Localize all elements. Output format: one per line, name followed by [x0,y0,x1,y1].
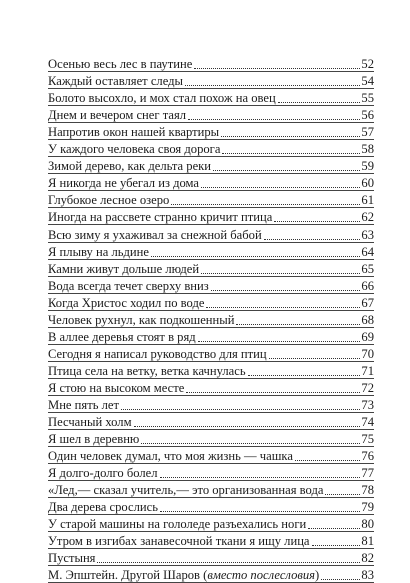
toc-entry [48,123,374,140]
toc-entry [48,566,374,583]
dot-leader [274,220,360,222]
toc-entry-title: У каждого человека своя дорога [48,142,221,157]
toc-entry [48,498,374,515]
toc-entry-page: 69 [361,329,374,344]
dot-leader [198,340,361,342]
toc-entry-title: Зимой дерево, как дельта реки [48,159,212,174]
toc-entry [48,106,374,123]
dot-leader [141,442,360,444]
toc-entry-title: Я стою на высоком месте [48,380,185,395]
toc-entry [48,362,374,379]
dot-leader [325,493,360,495]
toc-entry-page: 57 [361,125,374,140]
toc-entry-page: 68 [361,312,374,327]
dot-leader [160,510,360,512]
toc-entry [48,532,374,549]
toc-entry-page: 74 [361,415,374,430]
dot-leader [269,357,361,359]
toc-entry [48,157,374,174]
toc-entry [48,549,374,566]
table-of-contents [48,55,374,583]
dot-leader [211,289,361,291]
toc-entry-title: Мне пять лет [48,397,119,412]
dot-leader [188,118,360,120]
dot-leader [221,135,360,137]
toc-entry-page: 70 [361,346,374,361]
toc-entry-title: Пустыня [48,551,96,566]
toc-entry-title: «Лед,— сказал учитель,— это организованная вода [48,483,324,498]
dot-leader [312,544,361,546]
toc-entry-title: Я шел в деревню [48,432,140,447]
toc-entry [48,447,374,464]
toc-entry-page: 82 [361,551,374,566]
toc-entry [48,328,374,345]
toc-entry-page: 80 [361,517,374,532]
dot-leader [236,323,360,325]
toc-entry-title: Когда Христос ходил по воде [48,295,205,310]
toc-entry-title: М. Эпштейн. Другой Шаров (вместо послесловия) [48,568,320,583]
dot-leader [134,425,361,427]
afterword-note: вместо послесловия [207,568,315,583]
toc-entry [48,345,374,362]
dot-leader [213,169,360,171]
toc-entry-title: Днем и вечером снег таял [48,108,187,123]
toc-entry-page: 67 [361,295,374,310]
toc-entry-page: 56 [361,108,374,123]
toc-entry-title: Иногда на рассвете странно кричит птица [48,210,273,225]
toc-entry-title: Камни живут дольше людей [48,261,200,276]
toc-entry [48,379,374,396]
toc-entry [48,72,374,89]
toc-entry-page: 65 [361,261,374,276]
toc-entry-title: Напротив окон нашей квартиры [48,125,220,140]
toc-entry-page: 81 [361,534,374,549]
toc-entry-title: В аллее деревья стоят в ряд [48,329,196,344]
toc-entry-title: Сегодня я написал руководство для птиц [48,346,267,361]
toc-entry [48,225,374,242]
toc-entry [48,311,374,328]
dot-leader [308,527,360,529]
dot-leader [201,186,360,188]
dot-leader [321,578,360,580]
toc-entry-page: 75 [361,432,374,447]
dot-leader [278,101,361,103]
toc-entry-page: 72 [361,380,374,395]
dot-leader [171,203,360,205]
toc-entry-title: Осенью весь лес в паутине [48,57,193,72]
toc-entry [48,413,374,430]
toc-entry-page: 58 [361,142,374,157]
toc-entry-page: 60 [361,176,374,191]
toc-entry-page: 76 [361,449,374,464]
toc-entry-title: Вода всегда течет сверху вниз [48,278,209,293]
dot-leader [201,272,360,274]
toc-entry-page: 71 [361,363,374,378]
toc-entry-title: Два дерева срослись [48,500,158,515]
toc-entry-title: Я плыву на льдине [48,244,149,259]
toc-entry-title: Глубокое лесное озеро [48,193,170,208]
toc-entry-page: 66 [361,278,374,293]
toc-entry [48,55,374,72]
toc-entry-page: 52 [361,57,374,72]
toc-entry-title: Болото высохло, и мох стал похож на овец [48,91,276,106]
dot-leader [97,561,360,563]
toc-entry [48,294,374,311]
toc-entry-page: 55 [361,91,374,106]
toc-entry-page: 83 [361,568,374,583]
toc-entry-page: 59 [361,159,374,174]
dot-leader [264,238,361,240]
dot-leader [206,306,360,308]
toc-entry-page: 63 [361,227,374,242]
toc-entry [48,260,374,277]
toc-entry [48,174,374,191]
afterword-title: М. Эпштейн. Другой Шаров [48,568,201,583]
dot-leader [151,255,360,257]
toc-entry [48,140,374,157]
toc-entry-title: Каждый оставляет следы [48,74,183,89]
toc-entry-page: 79 [361,500,374,515]
toc-entry [48,243,374,260]
toc-entry-title: Я долго-долго болел [48,466,158,481]
dot-leader [186,391,360,393]
toc-entry-page: 64 [361,244,374,259]
toc-entry [48,191,374,208]
dot-leader [194,67,360,69]
toc-entry [48,481,374,498]
toc-entry-title: Человек рухнул, как подкошенный [48,312,235,327]
toc-entry [48,430,374,447]
toc-entry-title: Птица села на ветку, ветка качнулась [48,363,246,378]
toc-entry-title: Всю зиму я ухаживал за снежной бабой [48,227,262,242]
toc-entry [48,277,374,294]
toc-entry [48,515,374,532]
toc-entry [48,89,374,106]
toc-entry-title: Я никогда не убегал из дома [48,176,200,191]
dot-leader [185,84,360,86]
toc-entry-title: Песчаный холм [48,415,132,430]
toc-entry-title: У старой машины на гололеде разъехались ноги [48,517,307,532]
toc-entry-title: Утром в изгибах занавесочной ткани я ищу лица [48,534,310,549]
dot-leader [160,476,361,478]
toc-entry-page: 77 [361,466,374,481]
dot-leader [248,374,361,376]
toc-entry-title: Один человек думал, что моя жизнь — чашка [48,449,293,464]
dot-leader [222,152,360,154]
dot-leader [121,408,360,410]
toc-entry-page: 78 [361,483,374,498]
toc-entry [48,464,374,481]
toc-entry [48,208,374,225]
toc-entry-page: 54 [361,74,374,89]
toc-entry [48,396,374,413]
toc-entry-page: 73 [361,397,374,412]
dot-leader [295,459,360,461]
toc-entry-page: 62 [361,210,374,225]
toc-entry-page: 61 [361,193,374,208]
